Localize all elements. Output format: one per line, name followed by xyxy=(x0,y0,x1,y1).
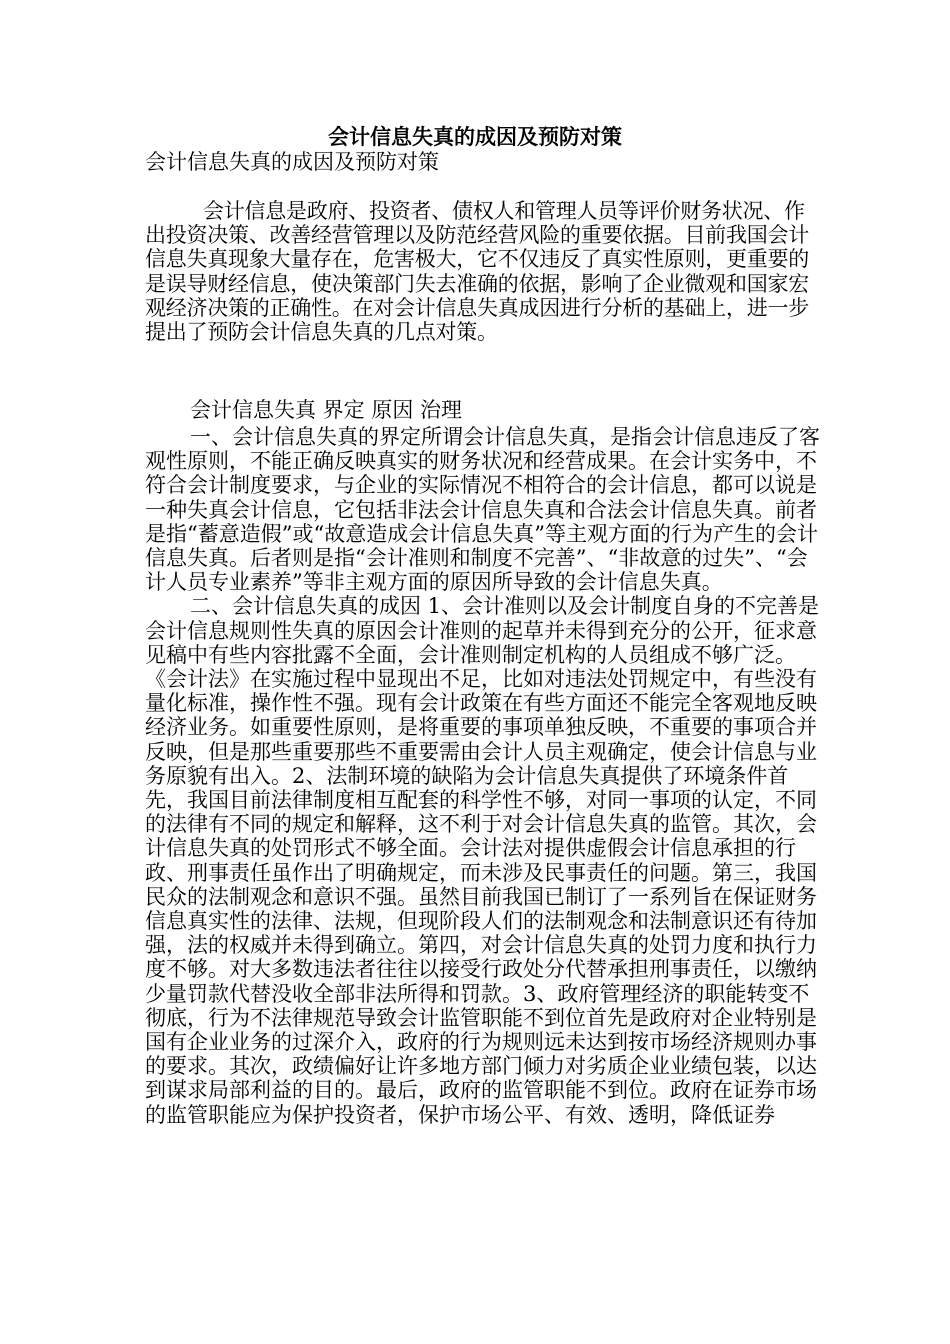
body-paragraph-causes: 二、会计信息失真的成因 1、会计准则以及会计制度自身的不完善是会计信息规则性失真的原因会计准则的起草并未得到充分的公开，征求意见稿中有些内容批露不全面，会计准则制定机构的人员组成不够广泛。《会计法》在实施过程中显现出不足，比如对违法处罚规定中，有些没有量化标准，操作性不强。现有会计政策在有些方面还不能完全客观地反映经济业务。如重要性原则，是将重要的事项单独反映，不重要的事项合并反映，但是那些重要那些不重要需由会计人员主观确定，使会计信息与业务原貌有出入。2、法制环境的缺陷为会计信息失真提供了环境条件首先，我国目前法律制度相互配套的科学性不够，对同一事项的认定，不同的法律有不同的规定和解释，这不利于对会计信息失真的监管。其次，会计信息失真的处罚形式不够全面。会计法对提供虚假会计信息承担的行政、刑事责任虽作出了明确规定，而未涉及民事责任的问题。第三，我国民众的法制观念和意识不强。虽然目前我国已制订了一系列旨在保证财务信息真实性的法律、法规，但现阶段人们的法制观念和法制意识还有待加强，法的权威并未得到确立。第四，对会计信息失真的处罚力度和执行力度不够。对大多数违法者往往以接受行政处分代替承担刑事责任，以缴纳少量罚款代替没收全部非法所得和罚款。3、政府管理经济的职能转变不彻底，行为不法律规范导致会计监管职能不到位首先是政府对企业特别是国有企业业务的过深介入，政府的行为规则远未达到按市场经济规则办事的要求。其次，政绩偏好让许多地方部门倾力对劣质企业业绩包装，以达到谋求局部利益的目的。最后，政府的监管职能不到位。政府在证券市场的监管职能应为保护投资者，保护市场公平、有效、透明，降低证券 xyxy=(145,594,820,1127)
abstract-section xyxy=(145,199,825,344)
body-paragraph-definition: 一、会计信息失真的界定所谓会计信息失真，是指会计信息违反了客观性原则，不能正确反映真实的财务状况和经营成果。在会计实务中，不符合会计制度要求，与企业的实际情况不相符合的会计信息，都可以说是一种失真会计信息，它包括非法会计信息失真和合法会计信息失真。前者是指“蓄意造假”或“故意造成会计信息失真”等主观方面的行为产生的会计信息失真。后者则是指“会计准则和制度不完善”、“非故意的过失”、“会计人员专业素养”等非主观方面的原因所导致的会计信息失真。 xyxy=(145,425,820,595)
document-subtitle: 会计信息失真的成因及预防对策 xyxy=(145,150,439,174)
keywords-line: 会计信息失真 界定 原因 治理 xyxy=(190,398,463,422)
body-section xyxy=(145,425,825,1127)
document-title: 会计信息失真的成因及预防对策 xyxy=(328,124,622,149)
abstract-paragraph: 会计信息是政府、投资者、债权人和管理人员等评价财务状况、作出投资决策、改善经营管理以及防范经营风险的重要依据。目前我国会计信息失真现象大量存在，危害极大，它不仅违反了真实性原则，更重要的是误导财经信息，使决策部门失去准确的依据，影响了企业微观和国家宏观经济决策的正确性。在对会计信息失真成因进行分析的基础上，进一步提出了预防会计信息失真的几点对策。 xyxy=(145,199,809,345)
